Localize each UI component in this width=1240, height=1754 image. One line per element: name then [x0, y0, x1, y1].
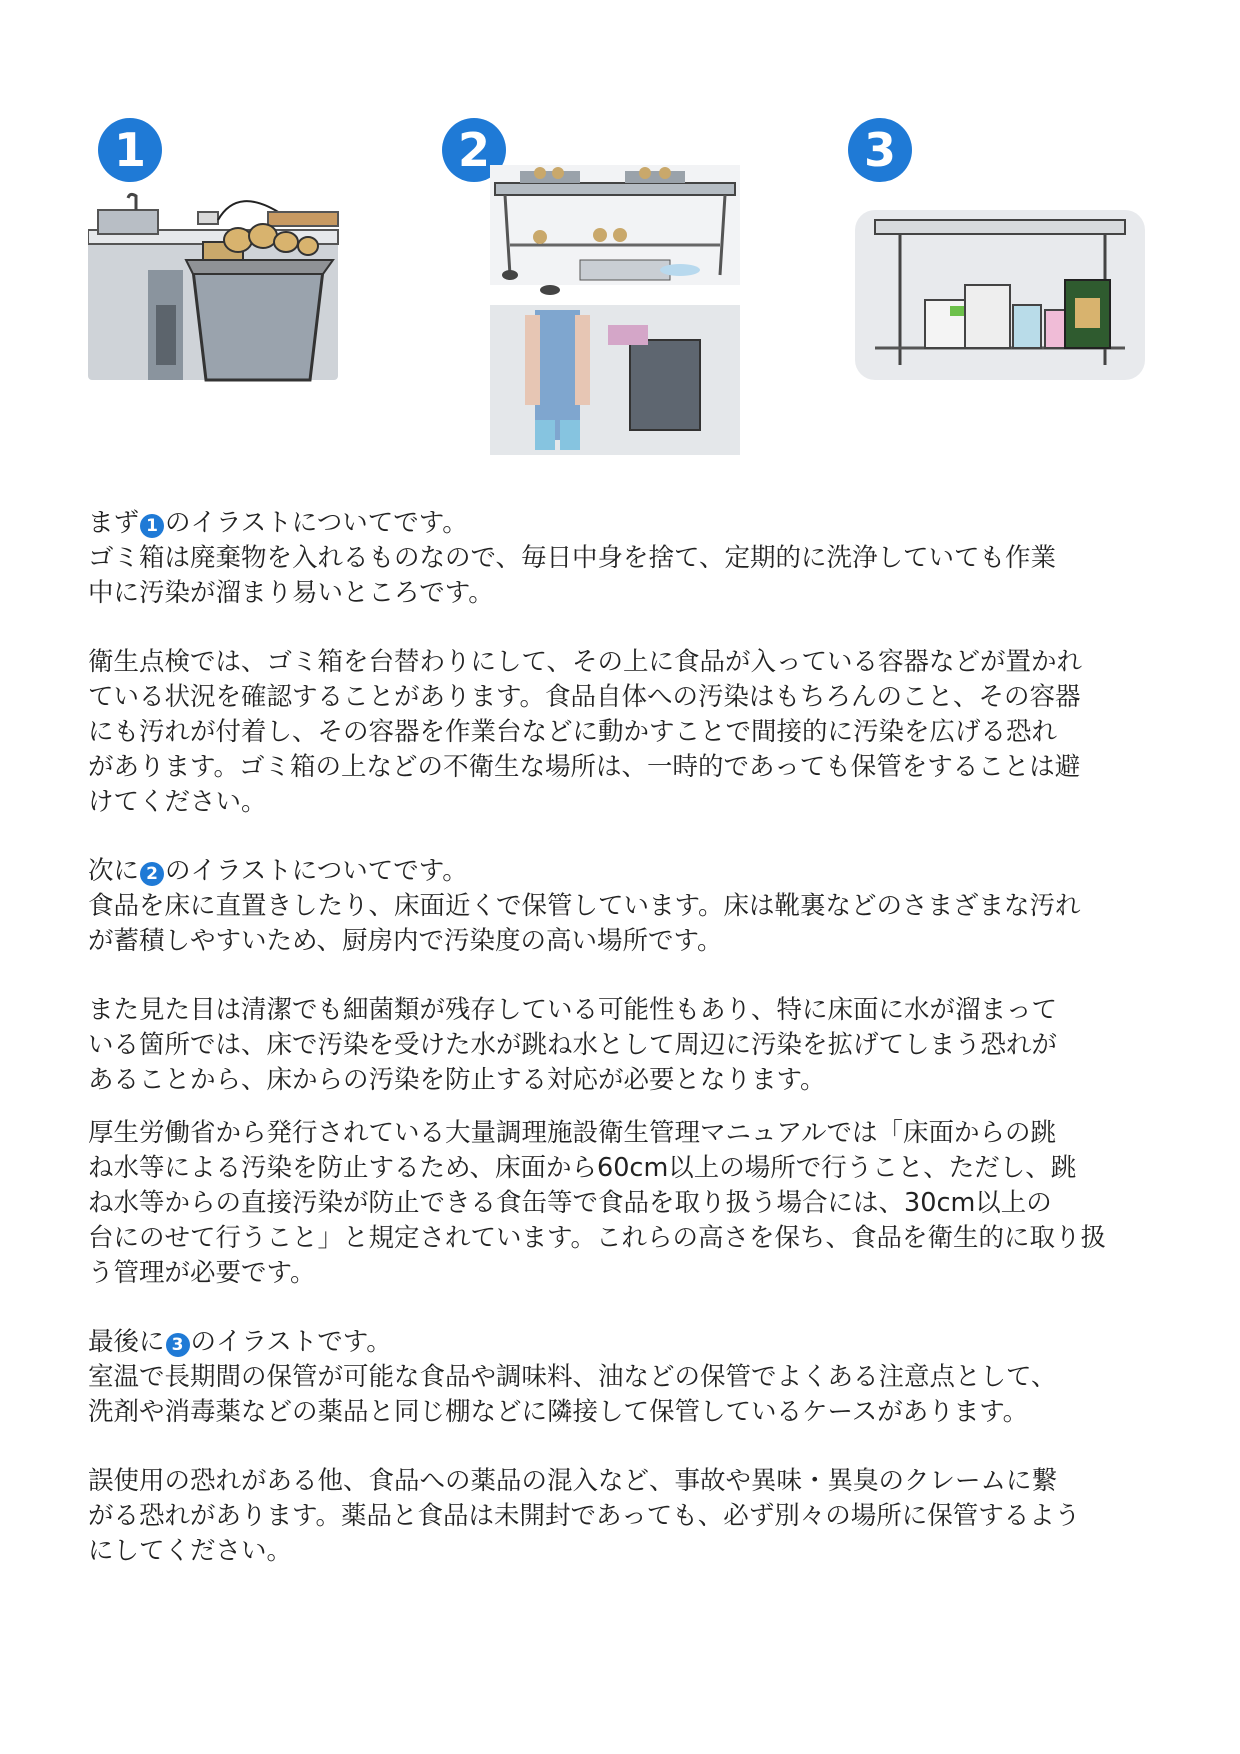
badge-2-label: 2 [457, 123, 490, 177]
text-line: 衛生点検では、ゴミ箱を台替わりにして、その上に食品が入っている容器などが置かれ [88, 647, 1082, 677]
text-line: う管理が必要です。 [88, 1258, 316, 1288]
intro-text: まず [88, 508, 140, 538]
text-line: 洗剤や消毒薬などの薬品と同じ棚などに隣接して保管しているケースがあります。 [88, 1397, 1029, 1427]
text-line: 台にのせて行うこと」と規定されています。これらの高さを保ち、食品を衛生的に取り扱 [88, 1223, 1106, 1253]
section2-intro [88, 854, 1168, 889]
illustration-chemical-shelf [855, 210, 1145, 380]
intro-text: 次に [88, 856, 140, 886]
text-line: いる箇所では、床で汚染を受けた水が跳ね水として周辺に汚染を拡げてしまう恐れが [88, 1030, 1058, 1060]
number-badge-3 [848, 118, 912, 182]
illustration-trash-bin [88, 190, 348, 405]
text-line: 厚生労働省から発行されている大量調理施設衛生管理マニュアルでは「床面からの跳 [88, 1118, 1056, 1148]
section1-intro [88, 506, 1168, 541]
inline-number-badge-1: 1 [140, 514, 164, 538]
text-line: ね水等からの直接汚染が防止できる食缶等で食品を取り扱う場合には、30cm以上の [88, 1188, 1052, 1218]
text-line: にも汚れが付着し、その容器を作業台などに動かすことで間接的に汚染を広げる恐れ [88, 717, 1058, 747]
inline-number-badge-3: 3 [166, 1333, 190, 1357]
intro-text: 最後に [88, 1327, 165, 1357]
text-line: 室温で長期間の保管が可能な食品や調味料、油などの保管でよくある注意点として、 [88, 1362, 1057, 1392]
text-line: があります。ゴミ箱の上などの不衛生な場所は、一時的であっても保管をすることは避 [88, 752, 1081, 782]
inline-number-badge-2: 2 [140, 862, 164, 886]
text-line: けてください。 [88, 787, 267, 817]
intro-text: のイラストについてです。 [165, 856, 468, 886]
badge-1-label: 1 [113, 123, 146, 177]
number-badge-1 [98, 118, 162, 182]
text-line: 中に汚染が溜まり易いところです。 [88, 578, 494, 608]
text-line: また見た目は清潔でも細菌類が残存している可能性もあり、特に床面に水が溜まって [88, 995, 1058, 1025]
section3-intro [88, 1325, 1168, 1360]
illustration-floor-storage [480, 165, 750, 455]
text-line: あることから、床からの汚染を防止する対応が必要となります。 [88, 1065, 826, 1095]
text-line: ね水等による汚染を防止するため、床面から60cm以上の場所で行うこと、ただし、跳 [88, 1153, 1077, 1183]
text-line: がる恐れがあります。薬品と食品は未開封であっても、必ず別々の場所に保管するよう [88, 1501, 1081, 1531]
text-line: ゴミ箱は廃棄物を入れるものなので、毎日中身を捨て、定期的に洗浄していても作業 [88, 543, 1056, 573]
text-line: が蓄積しやすいため、厨房内で汚染度の高い場所です。 [88, 926, 723, 956]
text-line: 食品を床に直置きしたり、床面近くで保管しています。床は靴裏などのさまざまな汚れ [88, 891, 1081, 921]
article-body [88, 506, 1168, 1569]
intro-text: のイラストです。 [190, 1327, 392, 1357]
badge-3-label: 3 [863, 123, 896, 177]
text-line: 誤使用の恐れがある他、食品への薬品の混入など、事故や異味・異臭のクレームに繋 [88, 1466, 1058, 1496]
text-line: ている状況を確認することがあります。食品自体への汚染はもちろんのこと、その容器 [88, 682, 1081, 712]
intro-text: のイラストについてです。 [165, 508, 468, 538]
text-line: にしてください。 [88, 1536, 293, 1566]
